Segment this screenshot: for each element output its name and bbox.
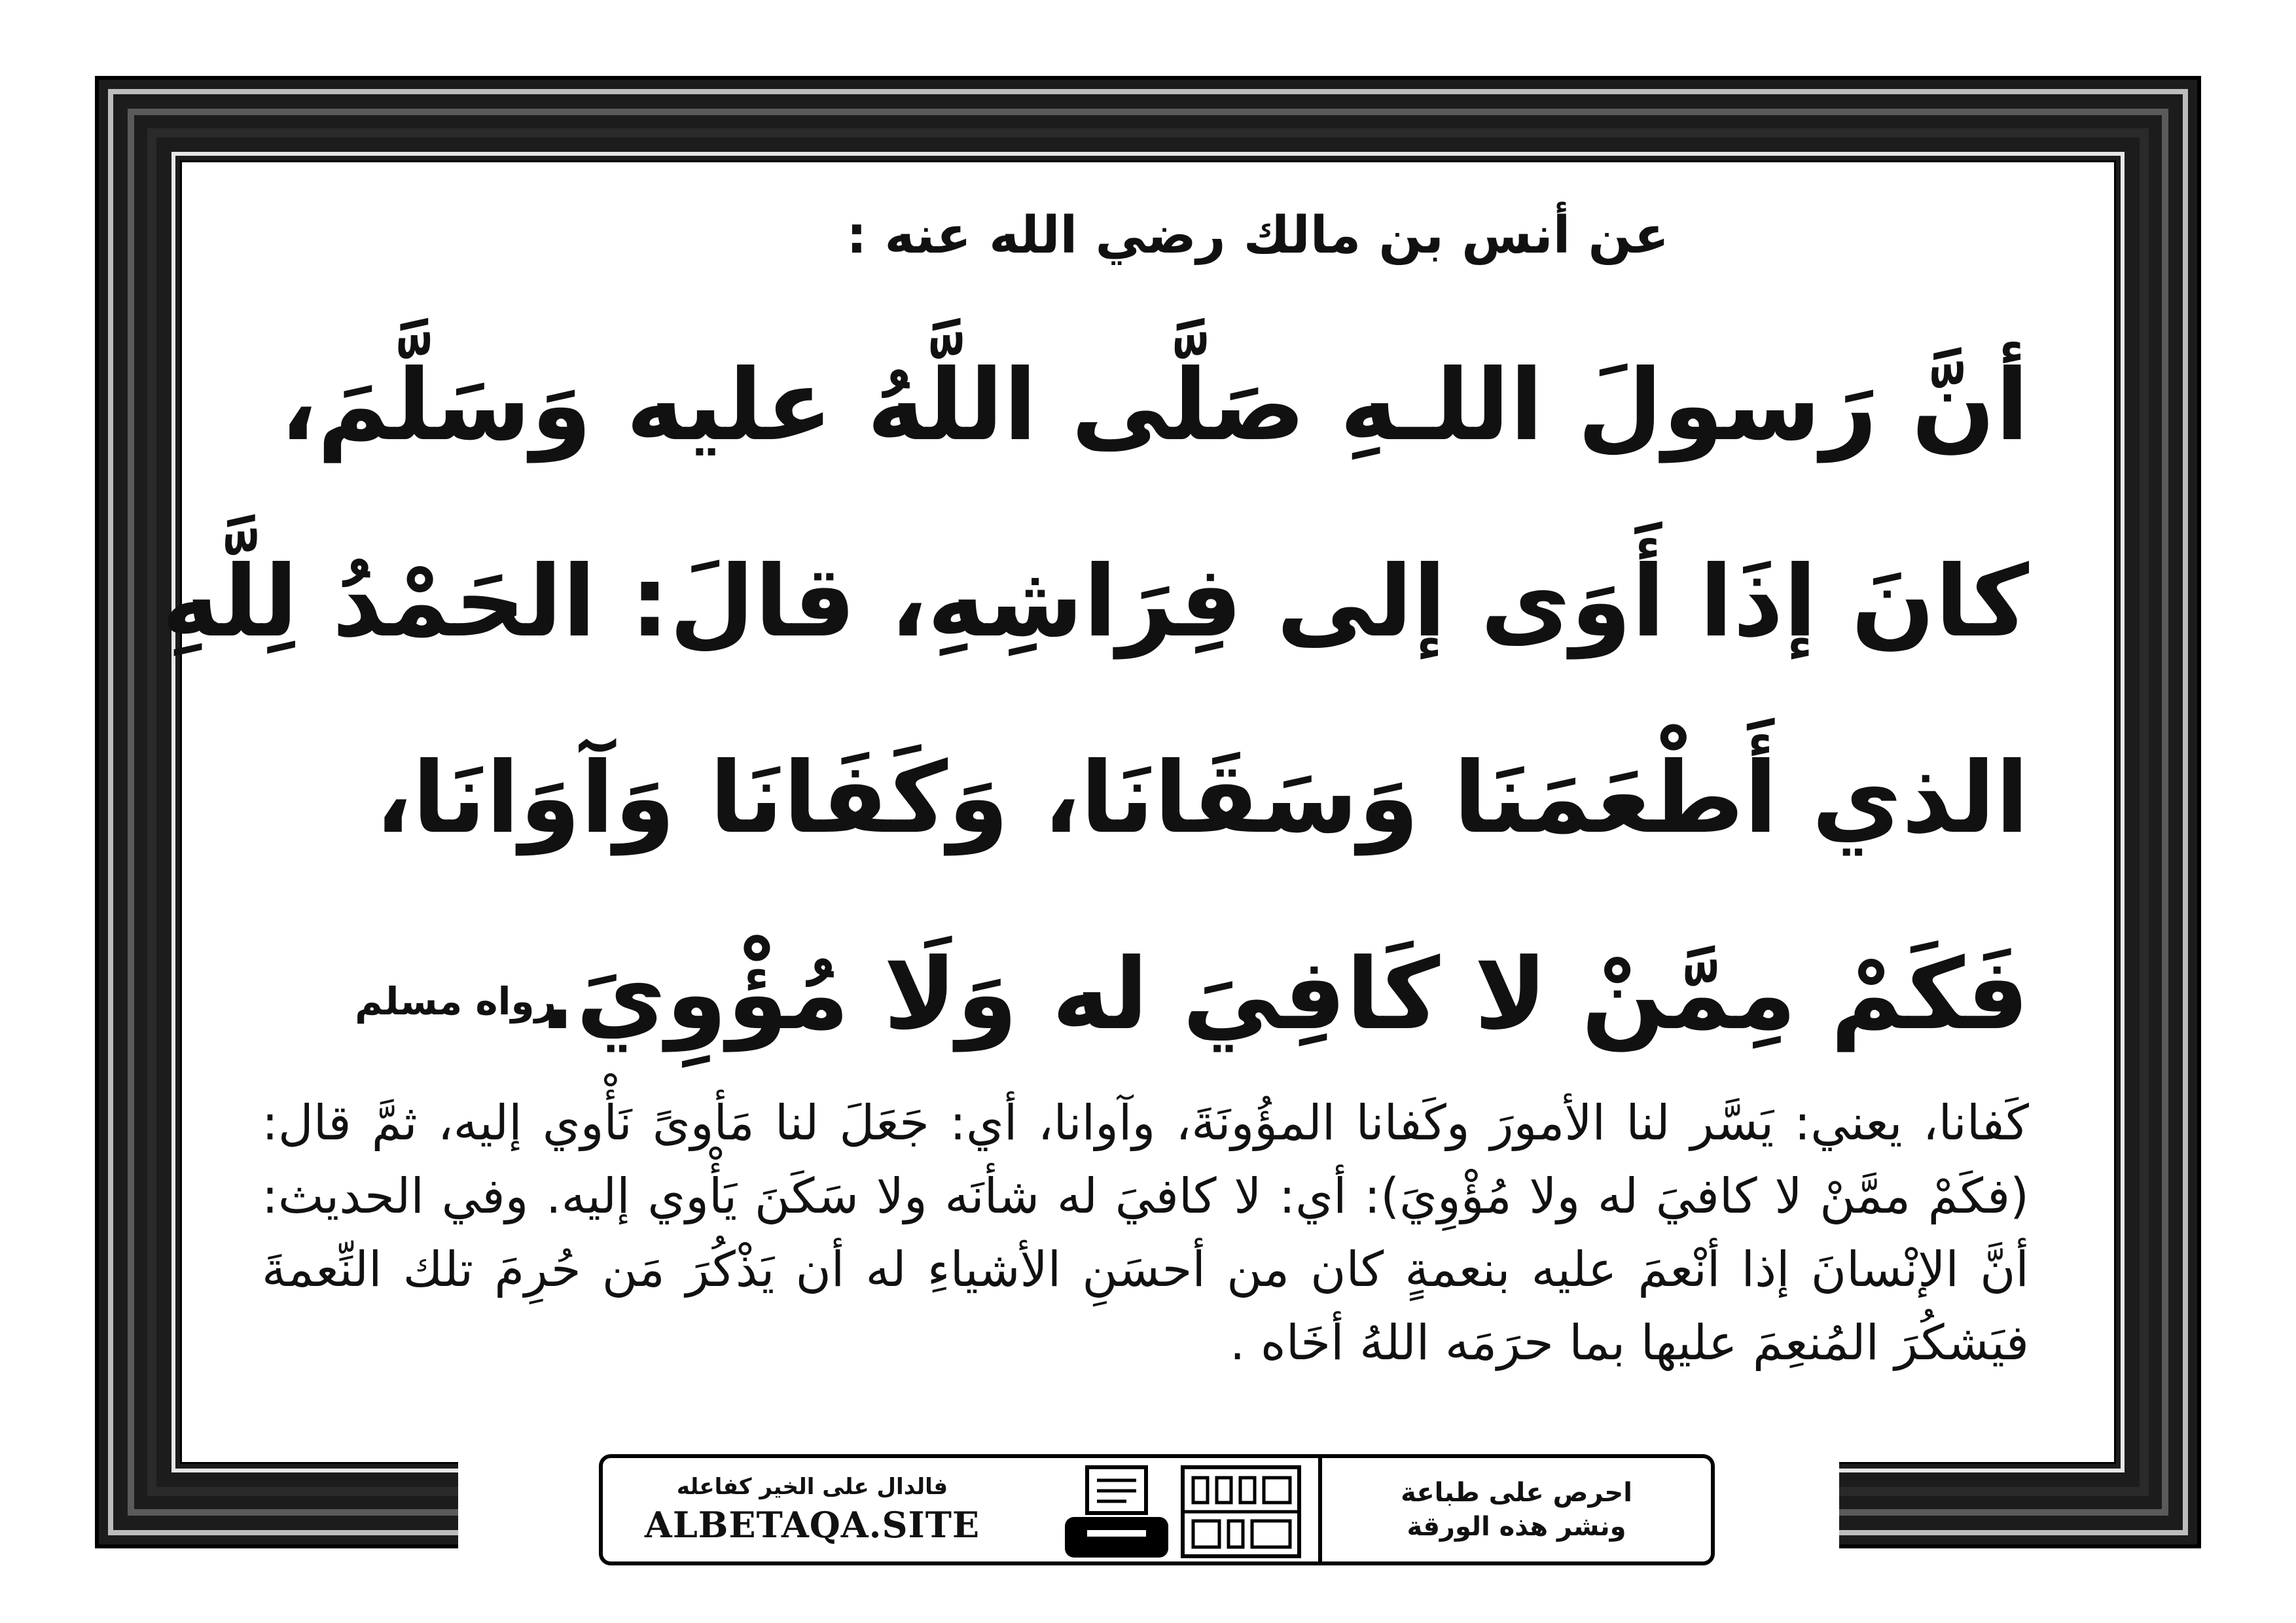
footer-print-line: احرص على طباعة	[1401, 1478, 1632, 1508]
footer-bar	[599, 1454, 1715, 1565]
printer-icon	[1061, 1465, 1172, 1563]
footer-site-block	[603, 1458, 1022, 1561]
footer-print-note	[1318, 1458, 1711, 1561]
hadith-line: كانَ إذَا أَوَى إلى فِرَاشِهِ، قالَ: الحَمْدُ لِلَّهِ	[161, 545, 2029, 659]
footer-share-line: ونشر هذه الورقة	[1407, 1512, 1626, 1542]
hadith-source: رواه مسلم	[355, 979, 556, 1024]
footer-slogan: فالدال على الخير كفاعله	[676, 1474, 948, 1500]
footer-site-link[interactable]: ALBETAQA.SITE	[644, 1504, 980, 1546]
dawatuna-logo	[1179, 1463, 1303, 1560]
hadith-line: الذي أَطْعَمَنَا وَسَقَانَا، وَكَفَانَا وَآوَانَا،	[374, 741, 2029, 855]
hadith-line: أنَّ رَسولَ اللـهِ صَلَّى اللَّهُ عليه وَسَلَّمَ،	[279, 349, 2029, 463]
narrator-line: عن أنس بن مالك رضي الله عنه :	[846, 206, 1669, 265]
hadith-line: فَكَمْ مِمَّنْ لا كَافِيَ له وَلَا مُؤْوِيَ.	[539, 938, 2029, 1052]
explanation-text: كَفانا، يعني: يَسَّر لنا الأمورَ وكَفانا المؤُونَةَ، وآوانا، أي: جَعَلَ لنا مَأوىً نَأْوي إليه، ثمَّ قال: (فكَمْ ممَّنْ لا كافيَ له ولا مُؤْوِيَ): أي: لا كافيَ له شأنَه ولا سَكَنَ يَأْوي إليه. وفي الحديث: أنَّ الإنْسانَ إذا أنْعمَ عليه بنعمةٍ كان من أحسَنِ الأشياءِ له أن يَذْكُرَ مَن حُرِمَ تلك النِّعمةَ فيَشكُرَ المُنعِمَ عليها بما حرَمَه اللهُ أخَاه .	[262, 1095, 2029, 1371]
